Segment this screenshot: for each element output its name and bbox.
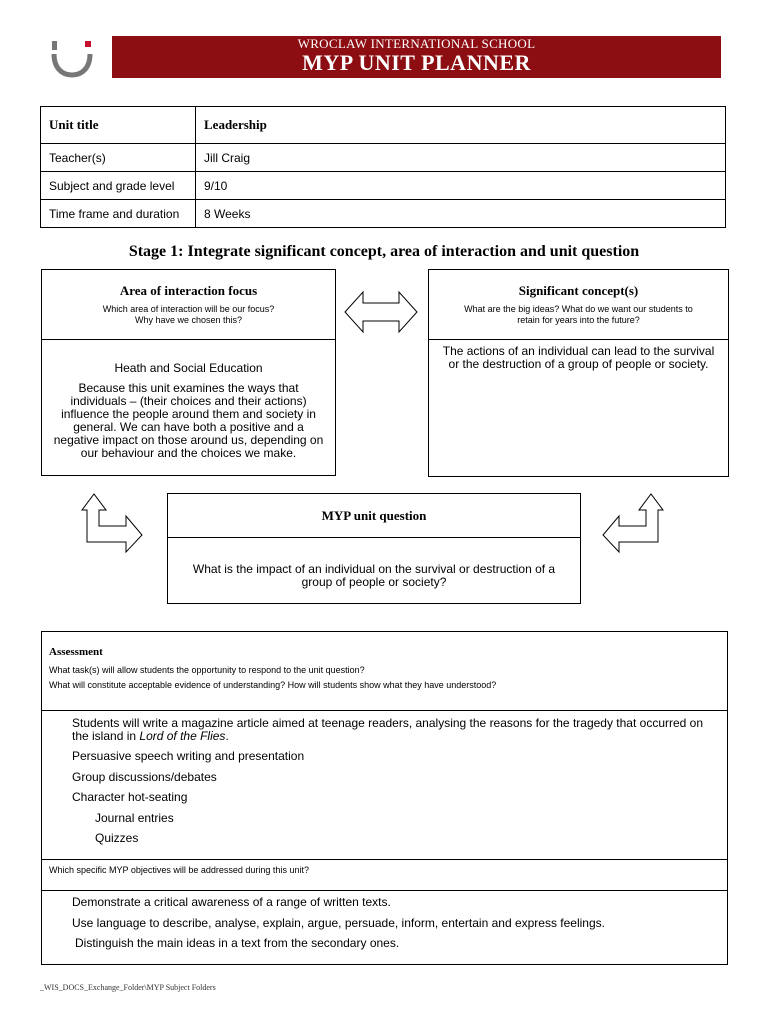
aoi-question-2: Why have we chosen this? xyxy=(134,315,243,325)
task-item: Quizzes xyxy=(95,831,139,845)
aoi-area: Heath and Social Education xyxy=(114,361,263,375)
assessment-box xyxy=(41,631,728,965)
school-logo-icon xyxy=(50,38,94,78)
aoi-body xyxy=(42,340,335,460)
aoi-text: Because this unit examines the ways that individuals – (their choices and their actions) influence the people around them and society in general. We can have both a positive and a negative impact on those around us, depending on our behaviour and the choices we make. xyxy=(53,381,324,460)
stage-title: Stage 1: Integrate significant concept, area of interaction and unit question xyxy=(128,243,640,260)
task-item: Character hot-seating xyxy=(72,790,188,804)
aoi-title: Area of interaction focus xyxy=(119,283,258,298)
aoi-header xyxy=(42,270,335,340)
bent-arrow-right-icon xyxy=(80,492,144,554)
double-arrow-icon xyxy=(343,290,419,334)
task-item: Journal entries xyxy=(95,811,174,825)
sc-title: Significant concept(s) xyxy=(518,283,639,298)
info-label: Time frame and duration xyxy=(41,200,196,228)
table-row xyxy=(41,107,726,144)
objectives-question: Which specific MYP objectives will be addressed during this unit? xyxy=(49,865,309,875)
sc-question xyxy=(429,304,728,326)
sc-text: The actions of an individual can lead to the survival or the destruction of a group of people or society. xyxy=(442,344,715,371)
bent-arrow-left-icon xyxy=(601,492,665,554)
info-value: Leadership xyxy=(196,107,726,144)
area-of-interaction-box xyxy=(41,269,336,476)
info-label: Subject and grade level xyxy=(41,172,196,200)
table-row xyxy=(41,144,726,172)
task-1-line-2 xyxy=(72,730,703,743)
assessment-question-2: What will constitute acceptable evidence of understanding? How will students show what they have understood? xyxy=(49,680,497,690)
aoi-question xyxy=(42,304,335,326)
objective-item: Distinguish the main ideas in a text from the secondary ones. xyxy=(75,936,400,950)
aoi-question-1: Which area of interaction will be our focus? xyxy=(102,304,275,314)
divider xyxy=(42,890,727,891)
divider xyxy=(42,710,727,711)
table-row xyxy=(41,200,726,228)
task-1-text: the island in xyxy=(72,729,140,743)
unit-question-box xyxy=(167,493,581,604)
sc-question-2: retain for years into the future? xyxy=(517,315,640,325)
info-label: Teacher(s) xyxy=(41,144,196,172)
significant-concept-box xyxy=(428,269,729,477)
task-item: Persuasive speech writing and presentation xyxy=(72,749,305,763)
book-title: Lord of the Flies xyxy=(139,729,226,743)
page-title: MYP UNIT PLANNER xyxy=(302,50,531,75)
assessment-title: Assessment xyxy=(49,646,103,658)
task-1-line-1: Students will write a magazine article aimed at teenage readers, analysing the reasons for the tragedy that occurred on xyxy=(72,716,704,730)
info-value: 8 Weeks xyxy=(196,200,726,228)
task-item: Group discussions/debates xyxy=(72,770,217,784)
objective-item: Demonstrate a critical awareness of a range of written texts. xyxy=(72,895,391,909)
sc-header xyxy=(429,270,728,340)
muq-text: What is the impact of an individual on the survival or destruction of a group of people or society? xyxy=(192,562,556,589)
assessment-question-1: What task(s) will allow students the opportunity to respond to the unit question? xyxy=(49,665,365,675)
info-value: Jill Craig xyxy=(196,144,726,172)
school-name: WROCLAW INTERNATIONAL SCHOOL xyxy=(297,36,536,51)
muq-title: MYP unit question xyxy=(321,508,427,523)
footer-path: _WIS_DOCS_Exchange_Folder\MYP Subject Folders xyxy=(40,983,216,992)
info-label: Unit title xyxy=(41,107,196,144)
muq-header xyxy=(168,494,580,538)
header-banner xyxy=(112,36,721,78)
task-item xyxy=(72,717,703,743)
info-value: 9/10 xyxy=(196,172,726,200)
unit-info-table xyxy=(40,106,726,228)
objective-item: Use language to describe, analyse, explain, argue, persuade, inform, entertain and express feelings. xyxy=(72,916,605,930)
divider xyxy=(42,859,727,860)
sc-question-1: What are the big ideas? What do we want our students to xyxy=(464,304,693,314)
task-1-end: . xyxy=(225,729,229,743)
table-row xyxy=(41,172,726,200)
